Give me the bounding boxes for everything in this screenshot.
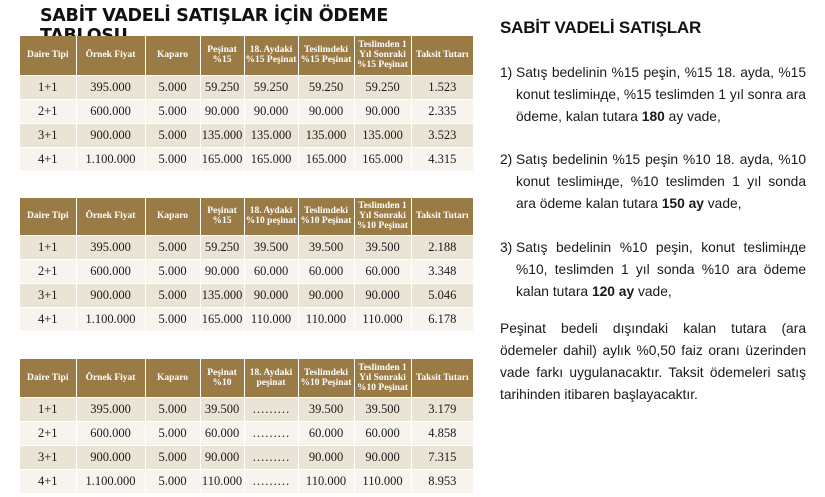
table-cell: 600.000 (76, 259, 145, 283)
table-cell: 5.000 (145, 123, 200, 147)
item-number: 3) (500, 240, 513, 255)
col-header: Örnek Fiyat (76, 36, 145, 75)
table-cell: 3+1 (20, 445, 76, 469)
table-row (20, 75, 473, 99)
table-row (20, 235, 473, 259)
table-cell: 4.315 (411, 147, 473, 171)
table-cell: 3.523 (411, 123, 473, 147)
col-header: Kaparo (145, 198, 200, 235)
table-cell: ……… (244, 421, 298, 445)
table-cell: 1+1 (20, 397, 76, 421)
table-cell: 395.000 (76, 397, 145, 421)
table-cell: 5.000 (145, 147, 200, 171)
item-text-post: vade, (634, 284, 672, 299)
terms-panel (500, 18, 806, 402)
table-cell: 6.178 (411, 307, 473, 331)
table-cell: ……… (244, 397, 298, 421)
table-cell: 135.000 (354, 123, 411, 147)
table-cell: 1.100.000 (76, 307, 145, 331)
table-cell: 110.000 (354, 307, 411, 331)
table-cell: 2+1 (20, 259, 76, 283)
table-cell: 1.100.000 (76, 147, 145, 171)
table-cell: 60.000 (298, 259, 354, 283)
table-cell: 39.500 (298, 235, 354, 259)
interest-note: Peşinat bedeli dışındaki kalan tutara (ara ödemeler dahil) aylık %0,50 faiz oranı üzerinden vade farkı uygulanacaktır. Taksit ödemeleri satış tarihinden itibaren başlayacaktır. (500, 321, 806, 402)
table-cell: ……… (244, 469, 298, 493)
table-cell: 4+1 (20, 147, 76, 171)
table-cell: 3.179 (411, 397, 473, 421)
col-header: 18. Aydaki peşinat (244, 359, 298, 397)
table-cell: 90.000 (200, 445, 244, 469)
col-header: Örnek Fiyat (76, 198, 145, 235)
col-header: Kaparo (145, 36, 200, 75)
table-cell: 395.000 (76, 235, 145, 259)
col-header: Teslimden 1 Yıl Sonraki %15 Peşinat (354, 36, 411, 75)
table-cell: 59.250 (200, 75, 244, 99)
table-cell: 39.500 (298, 397, 354, 421)
table-cell: 135.000 (298, 123, 354, 147)
table-cell: 165.000 (244, 147, 298, 171)
table-row (20, 99, 473, 123)
table-cell: 110.000 (298, 307, 354, 331)
table-cell: 8.953 (411, 469, 473, 493)
table-cell: 60.000 (354, 259, 411, 283)
table-cell: 59.250 (298, 75, 354, 99)
col-header: Peşinat %15 (200, 36, 244, 75)
item-text (500, 149, 806, 215)
table-cell: 135.000 (200, 283, 244, 307)
col-header: Teslimdeki %10 Peşinat (298, 359, 354, 397)
table-cell: 110.000 (354, 469, 411, 493)
col-header: Peşinat %10 (200, 359, 244, 397)
table-cell: 110.000 (244, 307, 298, 331)
terms-item (500, 62, 806, 128)
table-header-row (20, 359, 473, 397)
item-text (500, 62, 806, 128)
table-cell: 110.000 (298, 469, 354, 493)
item-text-pre: Satış bedelinin %15 peşin %10 18. ayda, %10 konut teslimінде, %10 teslimden 1 yıl sonda ara ödeme kalan tutara (516, 152, 806, 211)
table-cell: 1+1 (20, 75, 76, 99)
table-cell: 90.000 (298, 283, 354, 307)
table-cell: 90.000 (200, 259, 244, 283)
table-cell: 5.000 (145, 421, 200, 445)
table-row (20, 397, 473, 421)
table-cell: 5.000 (145, 75, 200, 99)
table-row (20, 123, 473, 147)
table-cell: 2.335 (411, 99, 473, 123)
table-cell: 5.000 (145, 445, 200, 469)
table-cell: 4+1 (20, 307, 76, 331)
table-row (20, 307, 473, 331)
table-cell: 39.500 (200, 397, 244, 421)
table-cell: 5.000 (145, 307, 200, 331)
table-cell: 90.000 (200, 99, 244, 123)
table-cell: 59.250 (354, 75, 411, 99)
table-cell: 3+1 (20, 283, 76, 307)
table-cell: 90.000 (298, 445, 354, 469)
table-cell: 7.315 (411, 445, 473, 469)
table-row (20, 469, 473, 493)
col-header: Daire Tipi (20, 359, 76, 397)
item-text-pre: Satış bedelinin %15 peşin, %15 18. ayda, %15 konut teslimінде, %15 teslimden 1 yıl sonra ara ödeme, kalan tutara (516, 65, 806, 124)
table-cell: 90.000 (354, 445, 411, 469)
item-text-bold: 120 ay (591, 284, 635, 299)
table-row (20, 259, 473, 283)
table-cell: 5.000 (145, 259, 200, 283)
table-cell: 90.000 (354, 99, 411, 123)
payment-table-2 (20, 198, 473, 332)
item-text-bold: 180 (641, 109, 665, 124)
terms-title: SABİT VADELİ SATIŞLAR (500, 18, 702, 37)
table-cell: 135.000 (244, 123, 298, 147)
table-cell: 5.000 (145, 469, 200, 493)
col-header: Taksit Tutarı (411, 198, 473, 235)
table-cell: 3+1 (20, 123, 76, 147)
table-cell: 900.000 (76, 445, 145, 469)
terms-item (500, 149, 806, 215)
table-cell: 59.250 (200, 235, 244, 259)
table-cell: 1+1 (20, 235, 76, 259)
col-header: Daire Tipi (20, 198, 76, 235)
table-cell: 165.000 (354, 147, 411, 171)
item-text-post: ay vade, (664, 109, 721, 124)
table-cell: 39.500 (354, 397, 411, 421)
table-cell: 4.858 (411, 421, 473, 445)
table-row (20, 147, 473, 171)
table-cell: 5.000 (145, 235, 200, 259)
table-cell: 90.000 (244, 99, 298, 123)
table-cell: 2.188 (411, 235, 473, 259)
table-cell: 5.046 (411, 283, 473, 307)
col-header: Teslimden 1 Yıl Sonraki %10 Peşinat (354, 359, 411, 397)
table-row (20, 421, 473, 445)
table-cell: 2+1 (20, 99, 76, 123)
table-cell: 60.000 (200, 421, 244, 445)
table-cell: 90.000 (244, 283, 298, 307)
page-title: SABİT VADELİ SATIŞLAR İÇİN ÖDEME (40, 6, 388, 26)
table-cell: 165.000 (200, 147, 244, 171)
col-header: Daire Tipi (20, 36, 76, 75)
table-cell: 110.000 (200, 469, 244, 493)
table-row (20, 283, 473, 307)
col-header: Teslimden 1 Yıl Sonraki %10 Peşinat (354, 198, 411, 235)
table-cell: 900.000 (76, 123, 145, 147)
table-cell: 5.000 (145, 397, 200, 421)
item-number: 2) (500, 152, 513, 167)
item-text-bold: 150 ay (661, 196, 704, 211)
table-header-row (20, 36, 473, 75)
payment-table-3 (20, 359, 473, 494)
item-text-pre: Satış bedelinin %10 peşin, konut teslimінде %10, teslimden 1 yıl sonda %10 ara ödeme kalan tutara (516, 240, 806, 299)
table-cell: 5.000 (145, 99, 200, 123)
table-cell: 600.000 (76, 99, 145, 123)
table-cell: 60.000 (298, 421, 354, 445)
table-cell: 90.000 (354, 283, 411, 307)
item-number: 1) (500, 65, 513, 80)
table-header-row (20, 198, 473, 235)
item-text-post: vade, (703, 196, 742, 211)
table-cell: 165.000 (200, 307, 244, 331)
table-cell: 4+1 (20, 469, 76, 493)
table-cell: 600.000 (76, 421, 145, 445)
terms-item (500, 237, 806, 303)
col-header: 18. Aydaki %15 Peşinat (244, 36, 298, 75)
table-cell: 1.100.000 (76, 469, 145, 493)
table-cell: 39.500 (354, 235, 411, 259)
col-header: Teslimdeki %15 Peşinat (298, 36, 354, 75)
table-cell: 900.000 (76, 283, 145, 307)
col-header: Kaparo (145, 359, 200, 397)
payment-table-1 (20, 36, 473, 172)
table-cell: 60.000 (354, 421, 411, 445)
col-header: Örnek Fiyat (76, 359, 145, 397)
table-cell: ……… (244, 445, 298, 469)
table-cell: 60.000 (244, 259, 298, 283)
table-cell: 59.250 (244, 75, 298, 99)
table-cell: 135.000 (200, 123, 244, 147)
table-cell: 395.000 (76, 75, 145, 99)
table-cell: 90.000 (298, 99, 354, 123)
col-header: Peşinat %15 (200, 198, 244, 235)
table-row (20, 445, 473, 469)
col-header: Teslimdeki %10 Peşinat (298, 198, 354, 235)
col-header: Taksit Tutarı (411, 359, 473, 397)
item-text (500, 237, 806, 303)
table-cell: 2+1 (20, 421, 76, 445)
col-header: Taksit Tutarı (411, 36, 473, 75)
col-header: 18. Aydaki %10 peşinat (244, 198, 298, 235)
table-cell: 1.523 (411, 75, 473, 99)
table-cell: 3.348 (411, 259, 473, 283)
table-cell: 165.000 (298, 147, 354, 171)
table-cell: 5.000 (145, 283, 200, 307)
table-cell: 39.500 (244, 235, 298, 259)
